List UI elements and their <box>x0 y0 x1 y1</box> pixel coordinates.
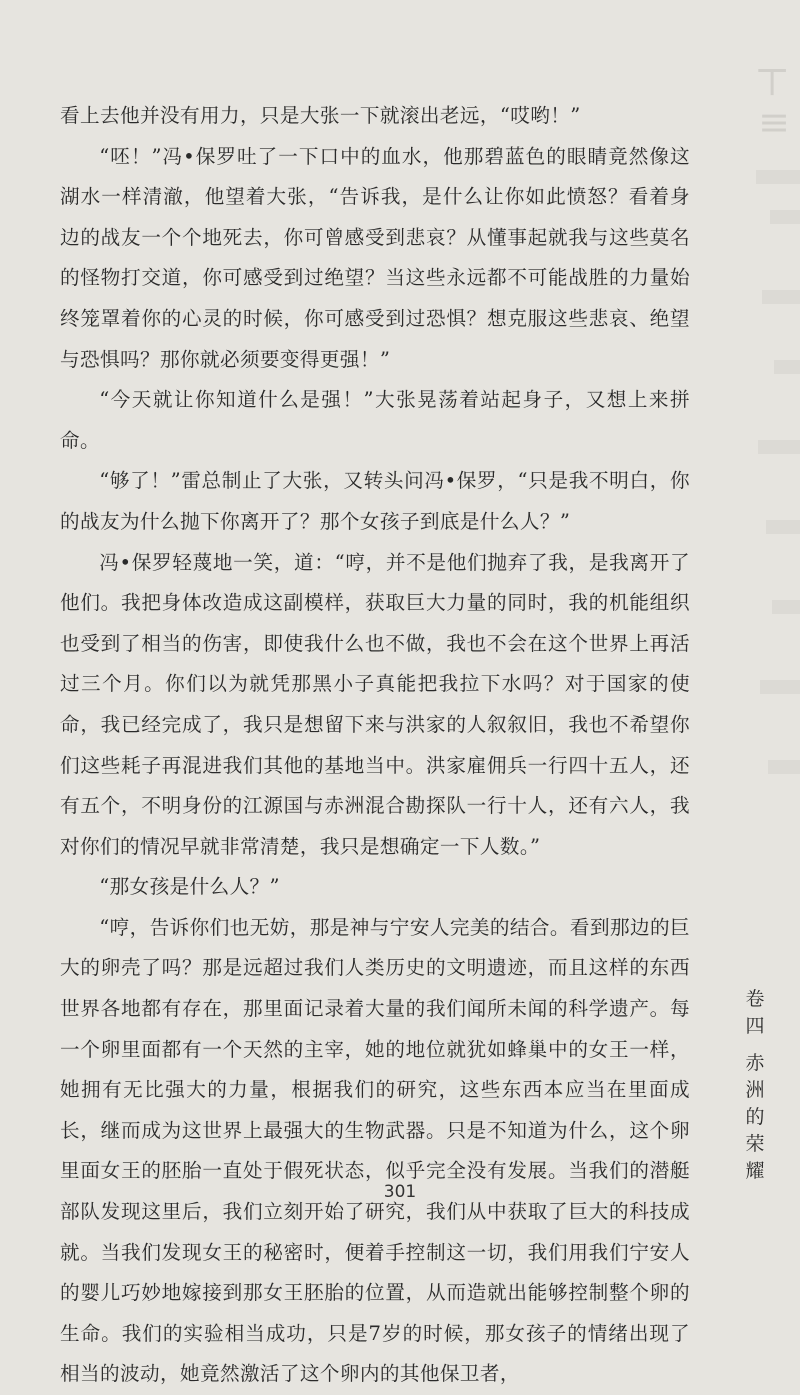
paragraph: “呸！”冯•保罗吐了一下口中的血水，他那碧蓝色的眼睛竟然像这湖水一样清澈，他望着大张，“告诉我，是什么让你如此愤怒？看着身边的战友一个个地死去，你可曾感受到悲哀？从懂事起就我与这些莫名的怪物打交道，你可感受到过绝望？当这些永远都不可能战胜的力量始终笼罩着你的心灵的时候，你可感受到过恐惧？想克服这些悲哀、绝望与恐惧吗？那你就必须要变得更强！” <box>60 144 690 371</box>
page-number: 301 <box>383 1182 417 1202</box>
title-char: 洲 <box>745 1079 765 1101</box>
volume-char: 四 <box>745 1015 765 1037</box>
paragraph: “哼，告诉你们也无妨，那是神与宁安人完美的结合。看到那边的巨大的卵壳了吗？那是远超过我们人类历史的文明遗迹，而且这样的东西世界各地都有存在，那里面记录着大量的我们闻所未闻的科学遗产。每一个卵里面都有一个天然的主宰，她的地位就犹如蜂巢中的女王一样，她拥有无比强大的力量，根据我们的研究，这些东西本应当在里面成长，继而成为这世界上最强大的生物武器。只是不知道为什么，这个卵里面女王的胚胎一直处于假死状态，似乎完全没有发展。当我们的潜艇部队发现这里后，我们立刻开始了研究，我们从中获取了巨大的科技成就。当我们发现女王的秘密时，便着手控制这一切，我们用我们宁安人的婴儿巧妙地嫁接到那女王胚胎的位置，从而造就出能够控制整个卵的生命。我们的实验相当成功，只是7岁的时候，那女孩子的情绪出现了相当的波动，她竟然激活了这个卵内的其他保卫者， <box>60 915 690 1386</box>
title-char: 耀 <box>745 1160 765 1182</box>
title-char: 的 <box>745 1106 765 1128</box>
title-char: 赤 <box>745 1052 765 1074</box>
running-title <box>742 986 768 1185</box>
paragraph: “今天就让你知道什么是强！”大张晃荡着站起身子，又想上来拼命。 <box>60 388 690 452</box>
facing-page-bleed-through: ⊤ ≡ <box>742 60 800 820</box>
paragraph: “那女孩是什么人？” <box>99 875 280 899</box>
paragraph: 看上去他并没有用力，只是大张一下就滚出老远，“哎哟！” <box>60 104 581 127</box>
title-char: 荣 <box>745 1133 765 1155</box>
paragraph: 冯•保罗轻蔑地一笑，道：“哼，并不是他们抛弃了我，是我离开了他们。我把身体改造成这副模样，获取巨大力量的同时，我的机能组织也受到了相当的伤害，即使我什么也不做，我也不会在这个世界上再活过三个月。你们以为就凭那黑小子真能把我拉下水吗？对于国家的使命，我已经完成了，我只是想留下来与洪家的人叙叙旧，我也不希望你们这些耗子再混进我们其他的基地当中。洪家雇佣兵一行四十五人，还有五个，不明身份的江源国与赤洲混合勘探队一行十人，还有六人，我对你们的情况早就非常清楚，我只是想确定一下人数。” <box>60 550 690 858</box>
paragraph: “够了！”雷总制止了大张，又转头问冯•保罗，“只是我不明白，你的战友为什么抛下你离开了？那个女孩子到底是什么人？” <box>60 469 690 533</box>
volume-char: 卷 <box>745 988 765 1010</box>
